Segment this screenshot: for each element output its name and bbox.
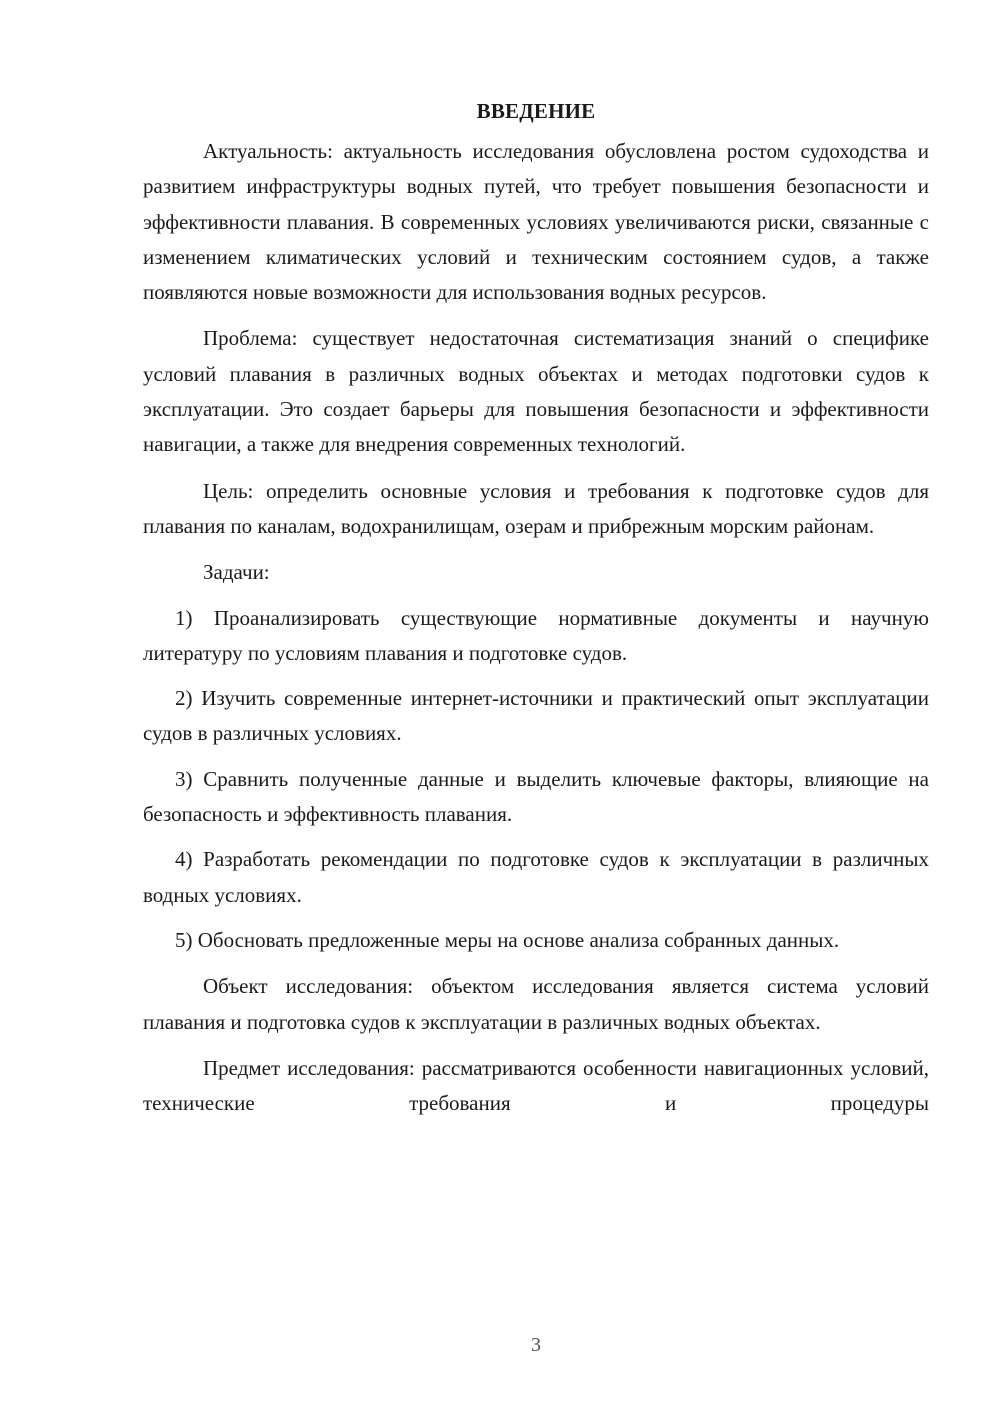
task-item: 2) Изучить современные интернет-источники и практический опыт эксплуатации судов в различных условиях.: [143, 686, 929, 746]
tasks-heading: Задачи:: [203, 560, 270, 585]
task-item: 5) Обосновать предложенные меры на основе анализа собранных данных.: [175, 927, 840, 952]
document-page: [143, 88, 929, 1132]
goal-paragraph: Цель: определить основные условия и требования к подготовке судов для плавания по каналам, водохранилищам, озерам и прибрежным морским районам.: [143, 478, 929, 538]
problem-paragraph: Проблема: существует недостаточная систематизация знаний о специфике условий плавания в различных водных объектах и методах подготовки судов к эксплуатации. Это создает барьеры для повышения безопасности и эффективности навигации, а также для внедрения современных технологий.: [143, 326, 929, 457]
task-item: 4) Разработать рекомендации по подготовке судов к эксплуатации в различных водных условиях.: [143, 847, 929, 907]
object-paragraph: Объект исследования: объектом исследования является система условий плавания и подготовка судов к эксплуатации в различных водных объектах.: [143, 974, 929, 1034]
task-item: 1) Проанализировать существующие нормативные документы и научную литературу по условиям плавания и подготовке судов.: [143, 605, 929, 665]
subject-paragraph: Предмет исследования: рассматриваются особенности навигационных условий, технические требования и процедуры: [143, 1055, 929, 1116]
relevance-paragraph: Актуальность: актуальность исследования обусловлена ростом судоходства и развитием инфраструктуры водных путей, что требует повышения безопасности и эффективности плавания. В современных условиях увеличиваются риски, связанные с изменением климатических условий и техническим состоянием судов, а также появляются новые возможности для использования водных ресурсов.: [143, 139, 929, 305]
page-number: 3: [531, 1334, 541, 1356]
task-item: 3) Сравнить полученные данные и выделить ключевые факторы, влияющие на безопасность и эффективность плавания.: [143, 766, 929, 827]
section-title: ВВЕДЕНИЕ: [476, 99, 596, 123]
